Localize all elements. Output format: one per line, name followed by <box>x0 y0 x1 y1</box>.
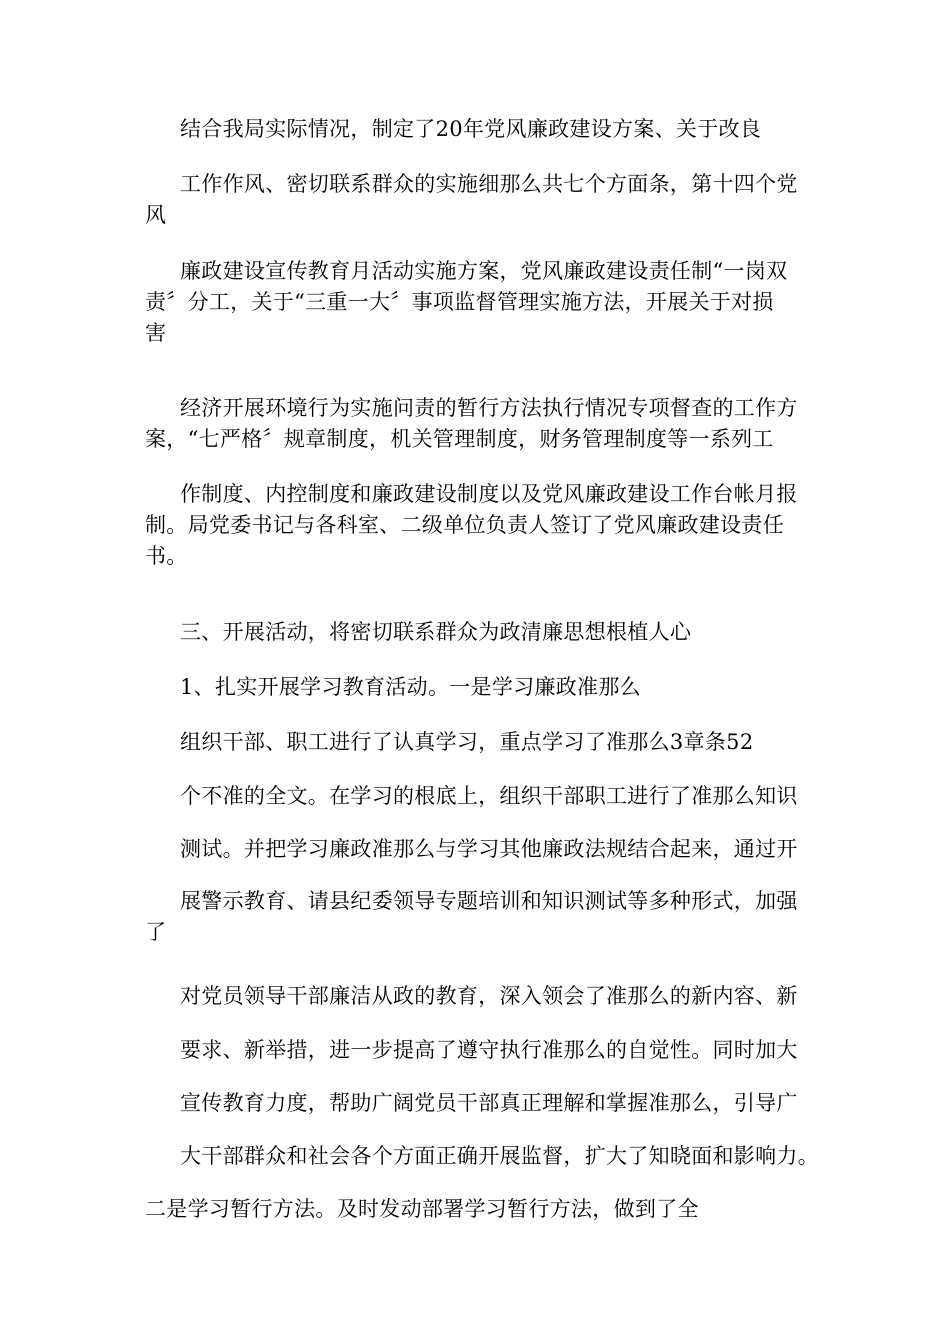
text-line: 风 <box>145 203 167 227</box>
paragraph-6 <box>145 617 825 648</box>
paragraph-15 <box>145 1141 825 1172</box>
text-line: 案，“七严格〞规章制度，机关管理制度，财务管理制度等一系列工 <box>145 427 774 451</box>
text-line: 二是学习暂行方法。及时发动部署学习暂行方法，做到了全 <box>145 1197 699 1221</box>
section-heading: 三、开展活动，将密切联系群众为政清廉思想根植人心 <box>180 620 692 644</box>
paragraph-12 <box>145 981 825 1012</box>
paragraph-2 <box>145 169 825 231</box>
text-line: 廉政建设宣传教育月活动实施方案，党风廉政建设责任制“一岗双 <box>180 259 788 283</box>
text-line: 要求、新举措，进一步提高了遵守执行准那么的自觉性。同时加大 <box>180 1038 798 1062</box>
paragraph-4 <box>145 393 825 455</box>
paragraph-1 <box>145 114 825 145</box>
text-line: 经济开展环境行为实施问责的暂行方法执行情况专项督查的工作方 <box>180 396 798 420</box>
paragraph-9 <box>145 781 825 812</box>
text-line: 对党员领导干部廉洁从政的教育，深入领会了准那么的新内容、新 <box>180 984 798 1008</box>
text-line: 责〞分工，关于“三重一大〞事项监督管理实施方法，开展关于对损 <box>145 290 774 314</box>
text-line: 作制度、内控制度和廉政建设制度以及党风廉政建设工作台帐月报 <box>180 482 798 506</box>
paragraph-8 <box>145 727 825 758</box>
paragraph-3 <box>145 256 825 349</box>
paragraph-11 <box>145 886 825 948</box>
text-line: 组织干部、职工进行了认真学习，重点学习了准那么3章条52 <box>180 730 754 754</box>
text-line: 工作作风、密切联系群众的实施细那么共七个方面条，第十四个党 <box>180 172 798 196</box>
paragraph-14 <box>145 1088 825 1119</box>
text-line: 大干部群众和社会各个方面正确开展监督，扩大了知晓面和影响力。 <box>180 1144 819 1168</box>
text-line: 制。局党委书记与各科室、二级单位负责人签订了党风廉政建设责任 <box>145 513 784 537</box>
paragraph-7 <box>145 672 825 703</box>
text-line: 测试。并把学习廉政准那么与学习其他廉政法规结合起来，通过开 <box>180 837 798 861</box>
paragraph-10 <box>145 834 825 865</box>
text-line: 书。 <box>145 544 188 568</box>
text-line: 个不准的全文。在学习的根底上，组织干部职工进行了准那么知识 <box>180 784 798 808</box>
text-line: 展警示教育、请县纪委领导专题培训和知识测试等多种形式，加强 <box>180 889 798 913</box>
text-line: 1、扎实开展学习教育活动。一是学习廉政准那么 <box>180 675 641 699</box>
text-line: 了 <box>145 920 167 944</box>
paragraph-5 <box>145 479 825 572</box>
text-line: 害 <box>145 321 167 345</box>
paragraph-16 <box>145 1194 825 1225</box>
text-line: 宣传教育力度，帮助广阔党员干部真正理解和掌握准那么，引导广 <box>180 1091 798 1115</box>
text-line: 结合我局实际情况，制定了20年党风廉政建设方案、关于改良 <box>180 117 762 141</box>
paragraph-13 <box>145 1035 825 1066</box>
